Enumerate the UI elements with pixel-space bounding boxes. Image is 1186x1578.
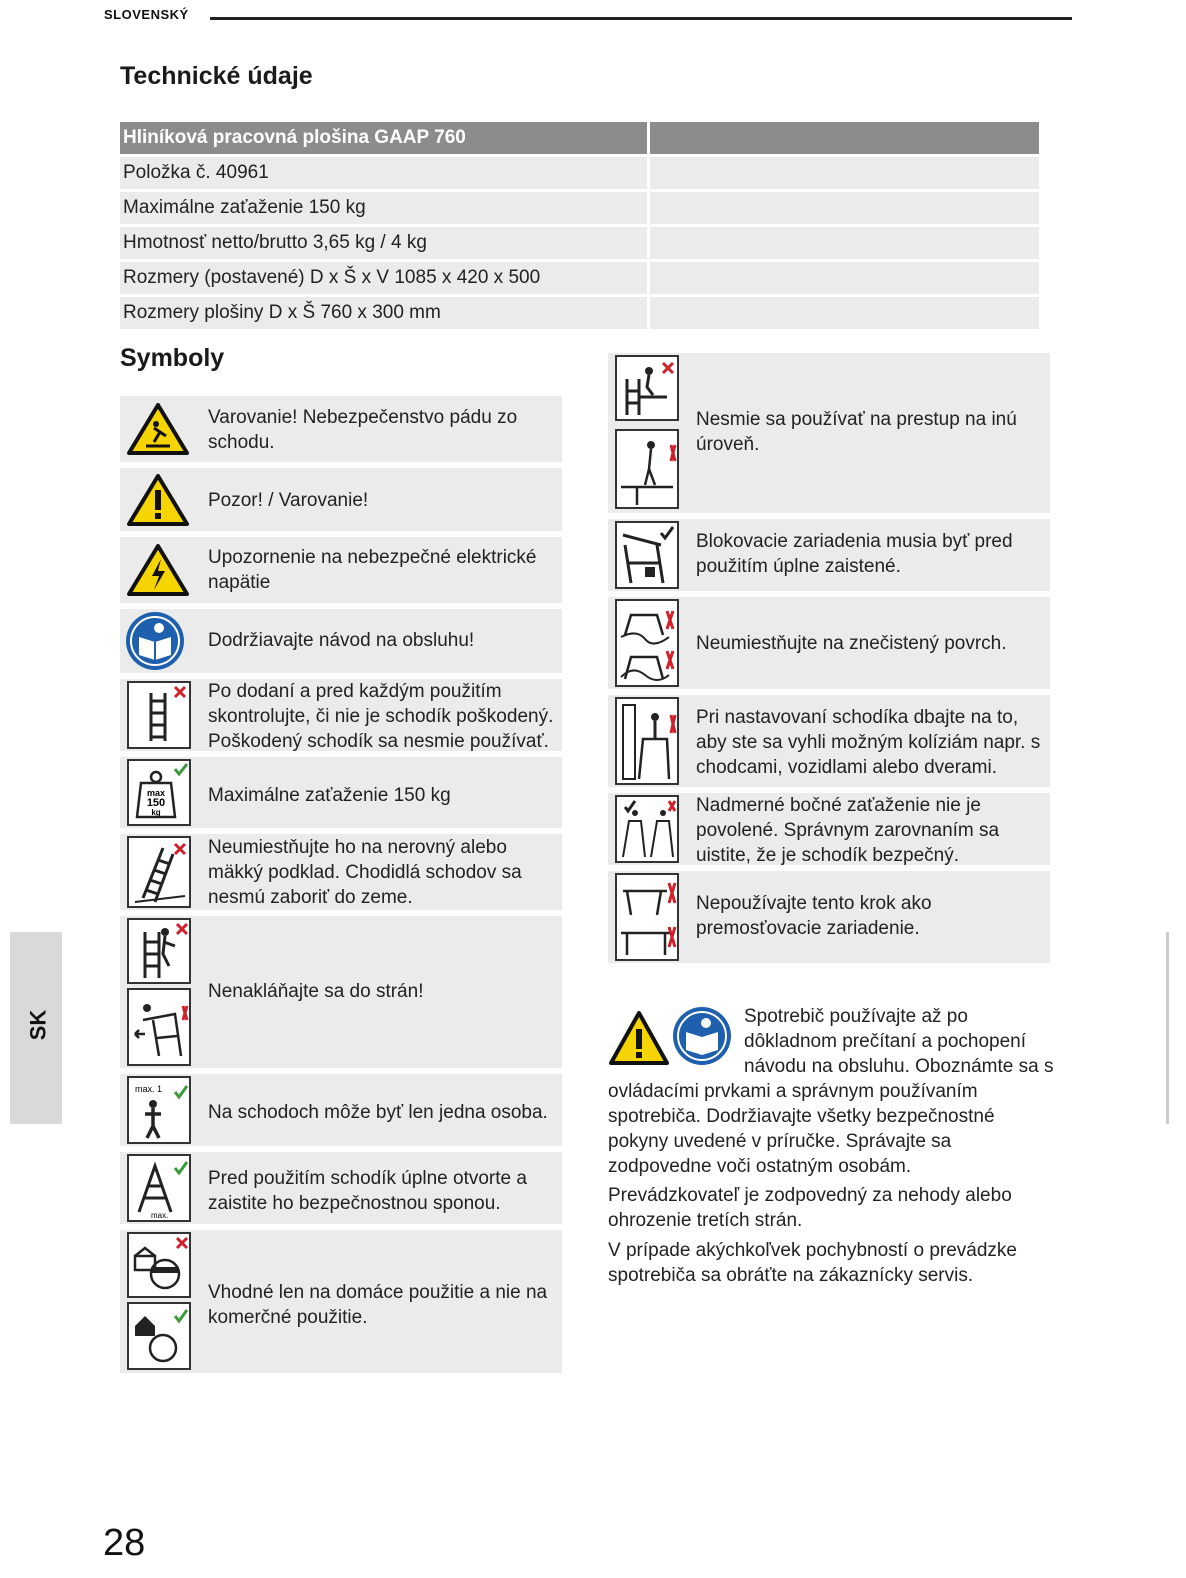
symbol-row <box>120 609 562 673</box>
one-person-label: max. 1 <box>135 1084 163 1094</box>
household-use-icon <box>127 1302 191 1370</box>
no-leaning-icon <box>127 918 191 984</box>
spec-cell: Rozmery plošiny D x Š 760 x 300 mm <box>120 297 647 329</box>
symbol-text: Nenakláňajte sa do strán! <box>208 981 424 1002</box>
language-label: SLOVENSKÝ <box>104 7 189 22</box>
no-bridge-icon <box>615 873 679 961</box>
table-row <box>120 262 1039 294</box>
collision-icon <box>615 697 679 785</box>
spec-header-cell: Hliníková pracovná plošina GAAP 760 <box>120 122 647 154</box>
notes-paragraph-3: V prípade akýchkoľvek pochybností o prevádzke spotrebiča sa obráťte na zákaznícky servis. <box>608 1240 1018 1286</box>
max-load-icon <box>127 759 191 826</box>
header-rule <box>210 17 1072 20</box>
open-fully-label: max. <box>151 1211 169 1220</box>
table-row <box>120 157 1039 189</box>
no-leaning-side-icon <box>127 988 191 1066</box>
max-load-label-mid: 150 <box>146 797 166 809</box>
notes-intro-text: Spotrebič používajte až po dôkladnom prečítaní a pochopení návodu na obsluhu. Oboznámte sa s ovládacími prvkami a správnym používaním spotrebiča. Dodržiavajte všetky bezpečnostné pokyny uvedené v príručke. Správajte sa zodpovedne voči ostatným osobám. <box>608 1006 1054 1177</box>
commercial-use-icon <box>127 1232 191 1298</box>
symbol-row <box>120 916 562 1068</box>
symbol-row <box>120 396 562 462</box>
warning-icon <box>126 473 190 527</box>
page-number: 28 <box>103 1522 146 1564</box>
spec-cell: Hmotnosť netto/brutto 3,65 kg / 4 kg <box>120 227 647 259</box>
symbol-row <box>120 1074 562 1146</box>
symbol-text: Dodržiavajte návod na obsluhu! <box>208 630 475 651</box>
section-title-technical: Technické údaje <box>120 62 313 90</box>
no-transfer-side-icon <box>615 429 679 509</box>
symbol-text: Pred použitím schodík úplne otvorte a zaistite ho bezpečnostnou sponou. <box>208 1168 527 1214</box>
spec-table-header <box>120 122 1039 154</box>
spec-cell: Položka č. 40961 <box>120 157 647 189</box>
symbol-text: Upozornenie na nebezpečné elektrické napätie <box>208 547 537 593</box>
symbol-text: Varovanie! Nebezpečenstvo pádu zo schodu. <box>208 407 518 453</box>
symbol-text: Nadmerné bočné zaťaženie nie je povolené. Správnym zarovnaním sa uistite, že je schodík bezpečný. <box>696 795 1000 866</box>
no-transfer-icon <box>615 355 679 421</box>
language-side-tab <box>10 932 62 1124</box>
fall-warning-icon <box>126 402 190 456</box>
symbol-row <box>120 679 562 751</box>
table-row <box>120 297 1039 329</box>
locking-device-icon <box>615 521 679 589</box>
symbol-row <box>608 695 1050 787</box>
dirty-surface-icon <box>615 599 679 687</box>
symbol-text: Blokovacie zariadenia musia byť pred použitím úplne zaistené. <box>696 531 1013 577</box>
symbol-row <box>608 519 1050 591</box>
max-load-label-top: max <box>146 788 166 798</box>
side-tab-label: SK <box>25 1009 51 1041</box>
symbol-text: Po dodaní a pred každým použitím skontrolujte, či nie je schodík poškodený. Poškodený schodík sa nesmie používať. <box>208 681 554 752</box>
symbol-text: Neumiestňujte na znečistený povrch. <box>696 633 1007 654</box>
symbol-row <box>608 353 1050 513</box>
section-title-symbols: Symboly <box>120 344 225 372</box>
damaged-ladder-icon <box>127 681 191 749</box>
symbol-row <box>120 468 562 531</box>
symbol-text: Nesmie sa používať na prestup na inú úroveň. <box>696 409 1017 455</box>
table-row <box>120 227 1039 259</box>
symbol-row <box>120 757 562 828</box>
symbol-text: Vhodné len na domáce použitie a nie na komerčné použitie. <box>208 1282 548 1328</box>
one-person-icon <box>127 1076 191 1144</box>
symbol-text: Neumiestňujte ho na nerovný alebo mäkký podklad. Chodidlá schodov sa nesmú zaboriť do zeme. <box>208 837 522 908</box>
symbol-text: Maximálne zaťaženie 150 kg <box>208 785 451 806</box>
table-row <box>120 192 1039 224</box>
symbol-row <box>120 1152 562 1224</box>
symbol-row <box>120 537 562 603</box>
spec-cell: Maximálne zaťaženie 150 kg <box>120 192 647 224</box>
symbol-row <box>120 834 562 910</box>
spec-cell: Rozmery (postavené) D x Š x V 1085 x 420 x 500 <box>120 262 647 294</box>
symbol-text: Pri nastavovaní schodíka dbajte na to, aby ste sa vyhli možným kolíziám napr. s chodcami, vozidlami alebo dverami. <box>696 707 1041 778</box>
right-edge-marker <box>1166 932 1169 1124</box>
symbol-row <box>608 793 1050 865</box>
symbol-text: Pozor! / Varovanie! <box>208 490 369 511</box>
uneven-ground-icon <box>127 836 191 908</box>
side-load-icon <box>615 795 679 863</box>
notes-paragraph-2: Prevádzkovateľ je zodpovedný za nehody alebo ohrozenie tretích strán. <box>608 1185 1012 1231</box>
symbol-row <box>120 1230 562 1373</box>
symbol-text: Nepoužívajte tento krok ako premosťovacie zariadenie. <box>696 893 932 939</box>
symbol-row <box>608 597 1050 689</box>
symbol-row <box>608 871 1050 963</box>
symbol-text: Na schodoch môže byť len jedna osoba. <box>208 1102 548 1123</box>
max-load-label-bot: kg <box>151 808 161 817</box>
electric-hazard-icon <box>126 543 190 597</box>
spec-table <box>120 122 1039 332</box>
notes-intro <box>608 1004 1058 1179</box>
open-fully-icon <box>127 1154 191 1222</box>
read-manual-icon <box>125 611 185 671</box>
